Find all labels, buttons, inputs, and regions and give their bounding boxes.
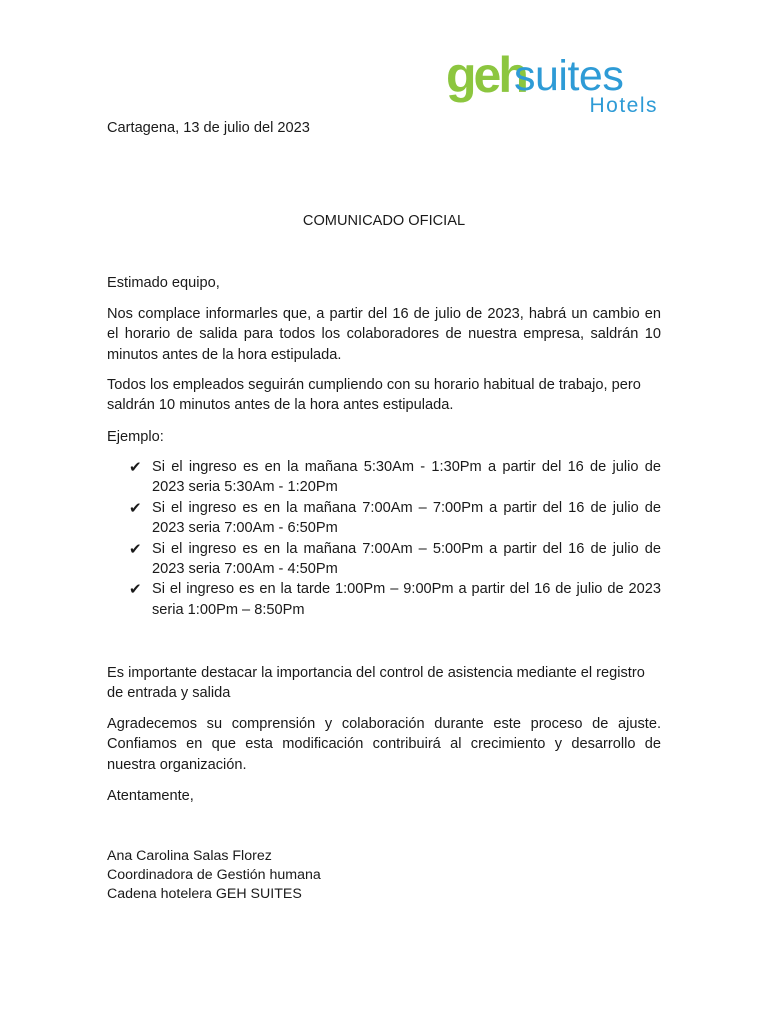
list-item: [107, 498, 661, 539]
signature-name: Ana Carolina Salas Florez: [107, 848, 272, 864]
letter-title: [0, 211, 768, 231]
letter-closing: Atentamente,: [107, 788, 194, 804]
list-item-text: Si el ingreso es en la mañana 7:00Am – 7:00Pm a partir del 16 de julio de 2023 seria 7:00Am - 6:50Pm: [152, 499, 661, 537]
list-item: [107, 457, 661, 498]
checkmark-icon: ✔: [129, 458, 142, 476]
signature-block: [107, 847, 321, 904]
signature-position: Coordinadora de Gestión humana: [107, 867, 321, 883]
logo-geh-text: geh: [446, 50, 526, 103]
list-item: [107, 539, 661, 580]
logo-hotels-text: Hotels: [589, 94, 658, 116]
checkmark-icon: ✔: [129, 539, 142, 558]
example-checklist: [107, 457, 661, 620]
paragraph-attendance: Es importante destacar la importancia del control de asistencia mediante el registro de entrada y salida: [107, 665, 645, 702]
letter-greeting: Estimado equipo,: [107, 275, 220, 291]
letter-date: Cartagena, 13 de julio del 2023: [107, 120, 310, 136]
list-item-text: Si el ingreso es en la tarde 1:00Pm – 9:00Pm a partir del 16 de julio de 2023 seria 1:00Pm – 8:50Pm: [152, 581, 661, 618]
geh-suites-logo: [446, 50, 662, 116]
list-item-text: Si el ingreso es en la mañana 7:00Am – 5:00Pm a partir del 16 de julio de 2023 seria 7:00Am - 4:50Pm: [152, 540, 661, 578]
checkmark-icon: ✔: [129, 498, 142, 517]
signature-company: Cadena hotelera GEH SUITES: [107, 886, 302, 902]
logo-suites-text: suites: [514, 52, 624, 100]
letter-title-text: COMUNICADO OFICIAL: [302, 213, 466, 229]
list-item-text: Si el ingreso es en la mañana 5:30Am - 1:30Pm a partir del 16 de julio de 2023 seria 5:30Am - 1:20Pm: [152, 459, 661, 496]
paragraph-schedule-change: Nos complace informarles que, a partir del 16 de julio de 2023, habrá un cambio en el horario de salida para todos los colaboradores de nuestra empresa, saldrán 10 minutos antes de la hora estipulada.: [107, 306, 661, 363]
paragraph-thanks: Agradecemos su comprensión y colaboración durante este proceso de ajuste. Confiamos en que esta modificación contribuirá al crecimiento y desarrollo de nuestra organización.: [107, 716, 661, 773]
list-item: [107, 579, 661, 620]
checkmark-icon: ✔: [129, 580, 142, 599]
example-label: Ejemplo:: [107, 429, 164, 445]
paragraph-schedule-note: Todos los empleados seguirán cumpliendo con su horario habitual de trabajo, pero saldrán 10 minutos antes de la hora antes estipulada.: [107, 377, 641, 414]
